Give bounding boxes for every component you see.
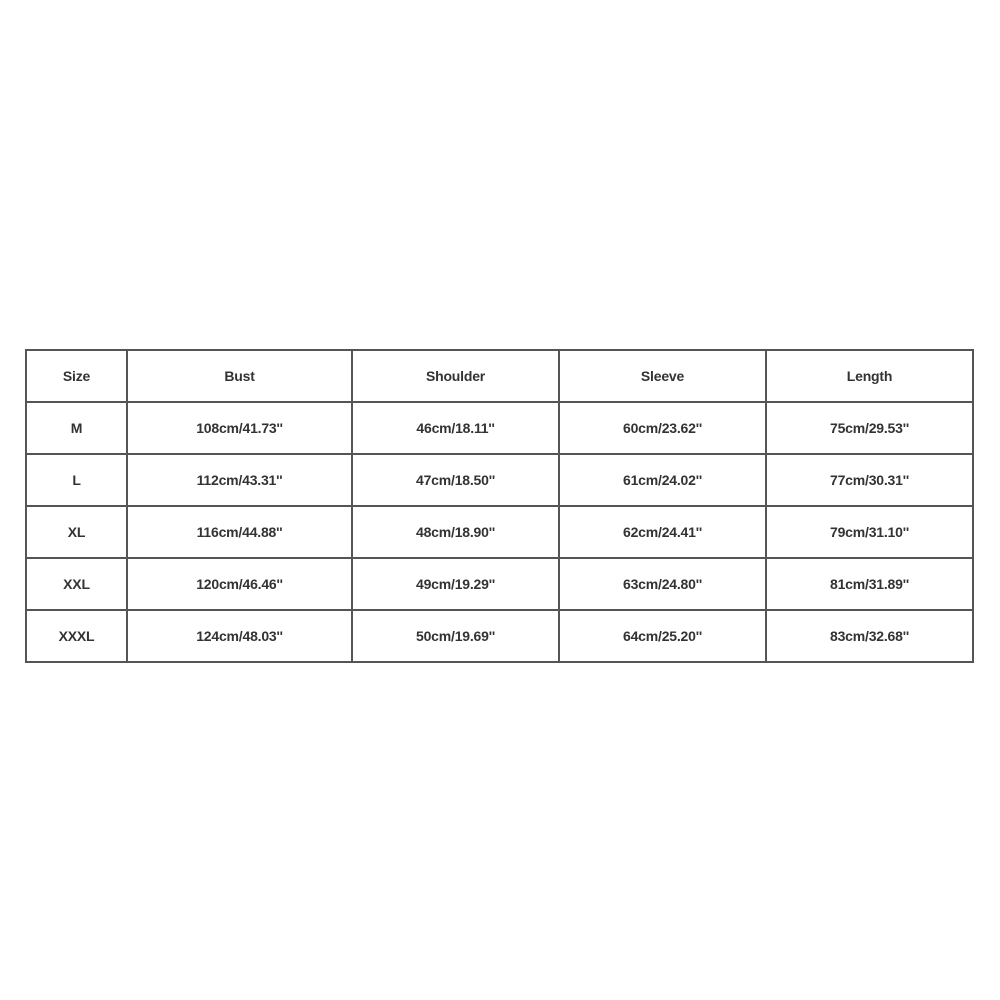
table-row — [26, 506, 973, 558]
cell-bust: 120cm/46.46'' — [127, 558, 352, 610]
cell-bust: 112cm/43.31'' — [127, 454, 352, 506]
cell-shoulder: 50cm/19.69'' — [352, 610, 559, 662]
cell-length: 83cm/32.68'' — [766, 610, 973, 662]
header-bust: Bust — [127, 350, 352, 402]
cell-sleeve: 60cm/23.62'' — [559, 402, 766, 454]
cell-sleeve: 61cm/24.02'' — [559, 454, 766, 506]
cell-length: 81cm/31.89'' — [766, 558, 973, 610]
cell-length: 79cm/31.10'' — [766, 506, 973, 558]
cell-sleeve: 62cm/24.41'' — [559, 506, 766, 558]
cell-sleeve: 63cm/24.80'' — [559, 558, 766, 610]
table-row — [26, 454, 973, 506]
cell-shoulder: 46cm/18.11'' — [352, 402, 559, 454]
cell-shoulder: 48cm/18.90'' — [352, 506, 559, 558]
cell-shoulder: 47cm/18.50'' — [352, 454, 559, 506]
cell-bust: 124cm/48.03'' — [127, 610, 352, 662]
cell-size: XXL — [26, 558, 127, 610]
cell-length: 75cm/29.53'' — [766, 402, 973, 454]
cell-bust: 108cm/41.73'' — [127, 402, 352, 454]
cell-size: L — [26, 454, 127, 506]
size-chart-table — [25, 349, 974, 663]
cell-bust: 116cm/44.88'' — [127, 506, 352, 558]
table-header-row — [26, 350, 973, 402]
header-length: Length — [766, 350, 973, 402]
cell-size: XXXL — [26, 610, 127, 662]
header-size: Size — [26, 350, 127, 402]
table-row — [26, 610, 973, 662]
header-sleeve: Sleeve — [559, 350, 766, 402]
cell-shoulder: 49cm/19.29'' — [352, 558, 559, 610]
cell-size: XL — [26, 506, 127, 558]
cell-length: 77cm/30.31'' — [766, 454, 973, 506]
table-row — [26, 558, 973, 610]
table-row — [26, 402, 973, 454]
cell-sleeve: 64cm/25.20'' — [559, 610, 766, 662]
cell-size: M — [26, 402, 127, 454]
header-shoulder: Shoulder — [352, 350, 559, 402]
